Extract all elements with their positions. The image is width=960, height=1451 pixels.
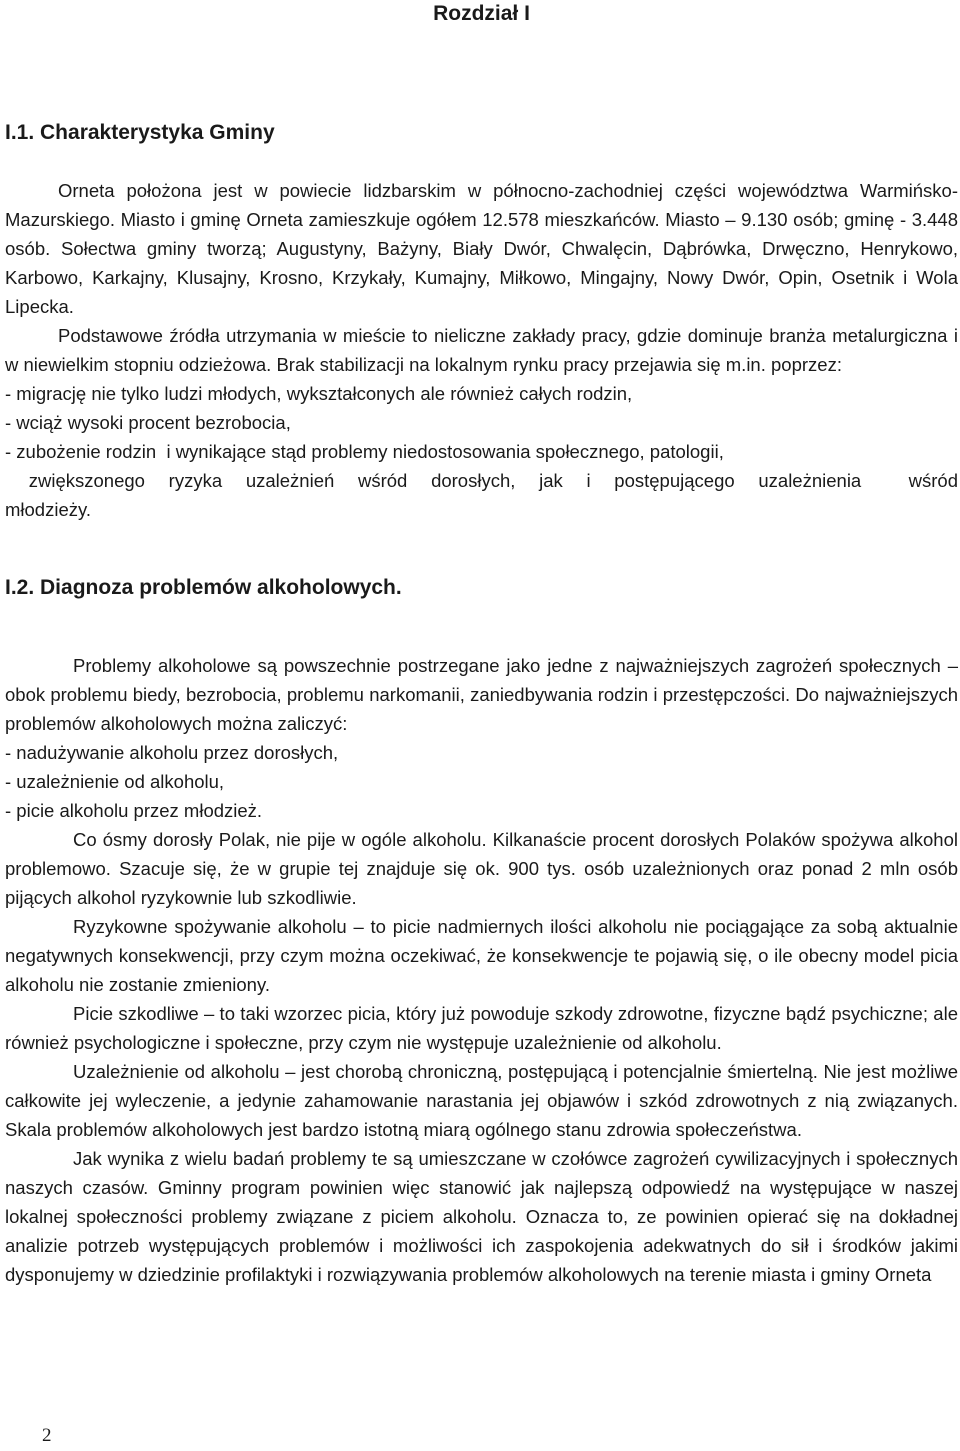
- list-item: - zubożenie rodzin i wynikające stąd problemy niedostosowania społecznego, patologii,: [5, 441, 724, 462]
- chapter-title: Rozdział I: [433, 2, 530, 25]
- list-item: - wciąż wysoki procent bezrobocia,: [5, 412, 291, 433]
- section-body-characteristics: [5, 176, 958, 524]
- list-item: - migrację nie tylko ludzi młodych, wykształconych ale również całych rodzin,: [5, 383, 633, 404]
- paragraph-program: Jak wynika z wielu badań problemy te są umieszczane w czołówce zagrożeń cywilizacyjnych i społecznych naszych czasów. Gminny program powinien więc stanowić jak najlepszą odpowiedź na występujące w naszej lokalnej społeczności problemy związane z piciem alkoholu. Oznacza to, ze powinien opierać się na dokładnej analizie potrzeb występujących problemów i możliwości ich zaspokojenia adekwatnych do sił i środków jakimi dysponujemy w dziedzinie profilaktyki i rozwiązywania problemów alkoholowych na terenie miasta i gminy Orneta: [5, 1148, 958, 1285]
- list-item-end: młodzieży.: [5, 499, 92, 520]
- paragraph-drinkers: Co ósmy dorosły Polak, nie pije w ogóle alkoholu. Kilkanaście procent dorosłych Polaków spożywa alkohol problemowo. Szacuje się, że w grupie tej znajduje się ok. 900 tys. osób uzależnionych oraz ponad 2 mln osób pijących alkohol ryzykownie lub szkodliwie.: [5, 829, 958, 908]
- section-body-diagnosis: [5, 651, 958, 1289]
- section-heading-diagnosis: I.2. Diagnoza problemów alkoholowych.: [5, 576, 402, 599]
- paragraph-risky-drinking: Ryzykowne spożywanie alkoholu – to picie nadmiernych ilości alkoholu nie pociągające za sobą aktualnie negatywnych konsekwencji, przy czym można oczekiwać, że konsekwencje te pojawią się, o ile obecny model picia alkoholu nie zostanie zmieniony.: [5, 916, 958, 995]
- section-heading-characteristics: I.1. Charakterystyka Gminy: [5, 121, 275, 144]
- paragraph-harmful-drinking: Picie szkodliwe – to taki wzorzec picia, który już powoduje szkody zdrowotne, fizyczne bądź psychiczne; ale również psychologiczne i społeczne, przy czym nie występuje uzależnienie od alkoholu.: [5, 1003, 958, 1053]
- list-item: - uzależnienie od alkoholu,: [5, 771, 225, 792]
- paragraph-intro: Orneta położona jest w powiecie lidzbarskim w północno-zachodniej części województwa Warmińsko-Mazurskiego. Miasto i gminę Orneta zamieszkuje ogółem 12.578 mieszkańców. Miasto – 9.130 osób; gminę - 3.448 osób. Sołectwa gminy tworzą; Augustyny, Bażyny, Biały Dwór, Chwalęcin, Dąbrówka, Drwęczno, Henrykowo, Karbowo, Karkajny, Klusajny, Krosno, Krzykały, Kumajny, Miłkowo, Mingajny, Nowy Dwór, Opin, Osetnik i Wola Lipecka.: [5, 180, 958, 317]
- page-number: 2: [42, 1425, 52, 1446]
- list-item: - picie alkoholu przez młodzież.: [5, 800, 263, 821]
- list-item: - nadużywanie alkoholu przez dorosłych,: [5, 742, 339, 763]
- paragraph-diagnosis-intro: Problemy alkoholowe są powszechnie postrzegane jako jedne z najważniejszych zagrożeń społecznych – obok problemu biedy, bezrobocia, problemu narkomanii, zaniedbywania rodzin i przestępczości. Do najważniejszych problemów alkoholowych można zaliczyć:: [5, 655, 958, 734]
- paragraph-addiction: Uzależnienie od alkoholu – jest chorobą chroniczną, postępującą i potencjalnie śmiertelną. Nie jest możliwe całkowite jej wyleczenie, a jedynie zahamowanie narastania jej objawów i szkód zdrowotnych z nią związanych. Skala problemów alkoholowych jest bardzo istotną miarą ogólnego stanu zdrowia społeczeństwa.: [5, 1061, 958, 1140]
- paragraph-sources: Podstawowe źródła utrzymania w mieście to nieliczne zakłady pracy, gdzie dominuje branża metalurgiczna i w niewielkim stopniu odzieżowa. Brak stabilizacji na lokalnym rynku pracy przejawia się m.in. poprzez:: [5, 325, 958, 375]
- list-item-continuation: zwiększonego ryzyka uzależnień wśród dorosłych, jak i postępującego uzależnienia wśród: [5, 470, 959, 491]
- document-page: [5, 0, 958, 1289]
